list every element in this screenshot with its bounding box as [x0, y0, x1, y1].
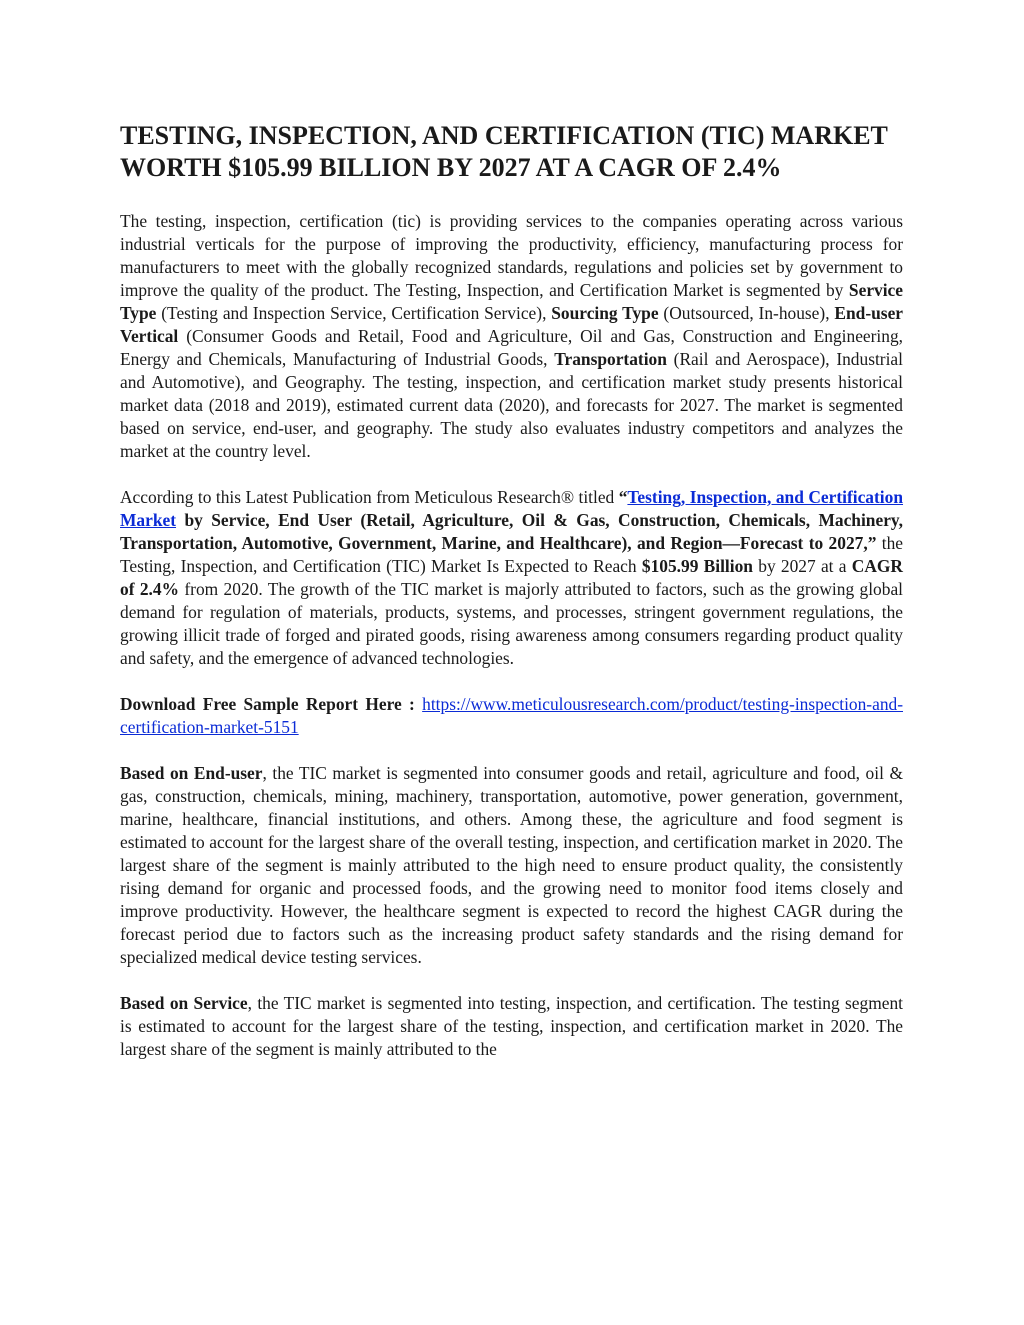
publication-text-3: by 2027 at a [752, 556, 852, 576]
paragraph-intro [120, 210, 903, 463]
intro-text-2: (Testing and Inspection Service, Certification Service), [156, 303, 552, 323]
paragraph-service [120, 992, 903, 1061]
publication-bold-title: by Service, End User (Retail, Agriculture, Oil & Gas, Construction, Chemicals, Machinery, Transportation, Automotive, Government, Marine, and Healthcare), and Region—Forecast to 2027,” [120, 510, 903, 553]
sample-report-link[interactable]: https://www.meticulousresearch.com/product/testing-inspection-and-certification-market-5151 [120, 694, 903, 737]
intro-text-1: The testing, inspection, certification (tic) is providing services to the companies operating across various industrial verticals for the purpose of improving the productivity, efficiency, manufacturing process for manufacturers to meet with the globally recognized standards, regulations and policies set by government to improve the quality of the product. The Testing, Inspection, and Certification Market is segmented by [120, 211, 903, 300]
document-title: TESTING, INSPECTION, AND CERTIFICATION (TIC) MARKET WORTH $105.99 BILLION BY 2027 AT A CAGR OF 2.4% [120, 121, 888, 182]
intro-text-5: (Rail and Aerospace), Industrial and Automotive), and Geography. The testing, inspection, and certification market study presents historical market data (2018 and 2019), estimated current data (2020), and forecasts for 2027. The market is segmented based on service, end-user, and geography. The study also evaluates industry competitors and analyzes the market at the country level. [120, 349, 903, 461]
intro-text-3: (Outsourced, In-house), [658, 303, 835, 323]
service-text: , the TIC market is segmented into testing, inspection, and certification. The testing segment is estimated to account for the largest share of the testing, inspection, and certification market in 2020. The largest share of the segment is mainly attributed to the [120, 993, 903, 1059]
publication-text-1: According to this Latest Publication from Meticulous Research® titled [120, 487, 619, 507]
end-user-text: , the TIC market is segmented into consumer goods and retail, agriculture and food, oil & gas, construction, chemicals, mining, machinery, transportation, automotive, power generation, government, marine, healthcare, financial institutions, and others. Among these, the agriculture and food segment is estimated to account for the largest share of the overall testing, inspection, and certification market in 2020. The largest share of the segment is mainly attributed to the high need to ensure product quality, the consistently rising demand for organic and processed foods, and the growing need to monitor food items closely and improve productivity. However, the healthcare segment is expected to record the highest CAGR during the forecast period due to factors such as the increasing product safety standards and the rising demand for specialized medical device testing services. [120, 763, 903, 967]
publication-text-4: from 2020. The growth of the TIC market is majorly attributed to factors, such as the growing global demand for regulation of materials, products, systems, and processes, stringent government regulations, the growing illicit trade of forged and pirated goods, rising awareness among consumers regarding product quality and safety, and the emergence of advanced technologies. [120, 579, 903, 668]
publication-text-2: the Testing, Inspection, and Certification (TIC) Market Is Expected to Reach [120, 533, 903, 576]
end-user-heading: Based on End-user [120, 763, 263, 783]
paragraph-publication [120, 486, 903, 670]
document-page [120, 120, 903, 1084]
intro-bold-sourcing-type: Sourcing Type [551, 303, 659, 323]
publication-bold-cagr: CAGR of 2.4% [120, 556, 903, 599]
intro-bold-service-type: Service Type [120, 280, 903, 323]
intro-bold-transportation: Transportation [554, 349, 667, 369]
intro-bold-end-user-vertical: End-user Vertical [120, 303, 904, 346]
paragraph-download [120, 693, 903, 739]
publication-quote-open: “ [618, 487, 628, 507]
market-report-link[interactable]: Testing, Inspection, and Certification Market [120, 487, 903, 530]
publication-bold-value: $105.99 Billion [641, 556, 753, 576]
service-heading: Based on Service [120, 993, 248, 1013]
intro-text-4: (Consumer Goods and Retail, Food and Agriculture, Oil and Gas, Construction and Engineering, Energy and Chemicals, Manufacturing of Industrial Goods, [120, 326, 903, 369]
download-label: Download Free Sample Report Here : [120, 694, 423, 714]
paragraph-end-user [120, 762, 903, 969]
